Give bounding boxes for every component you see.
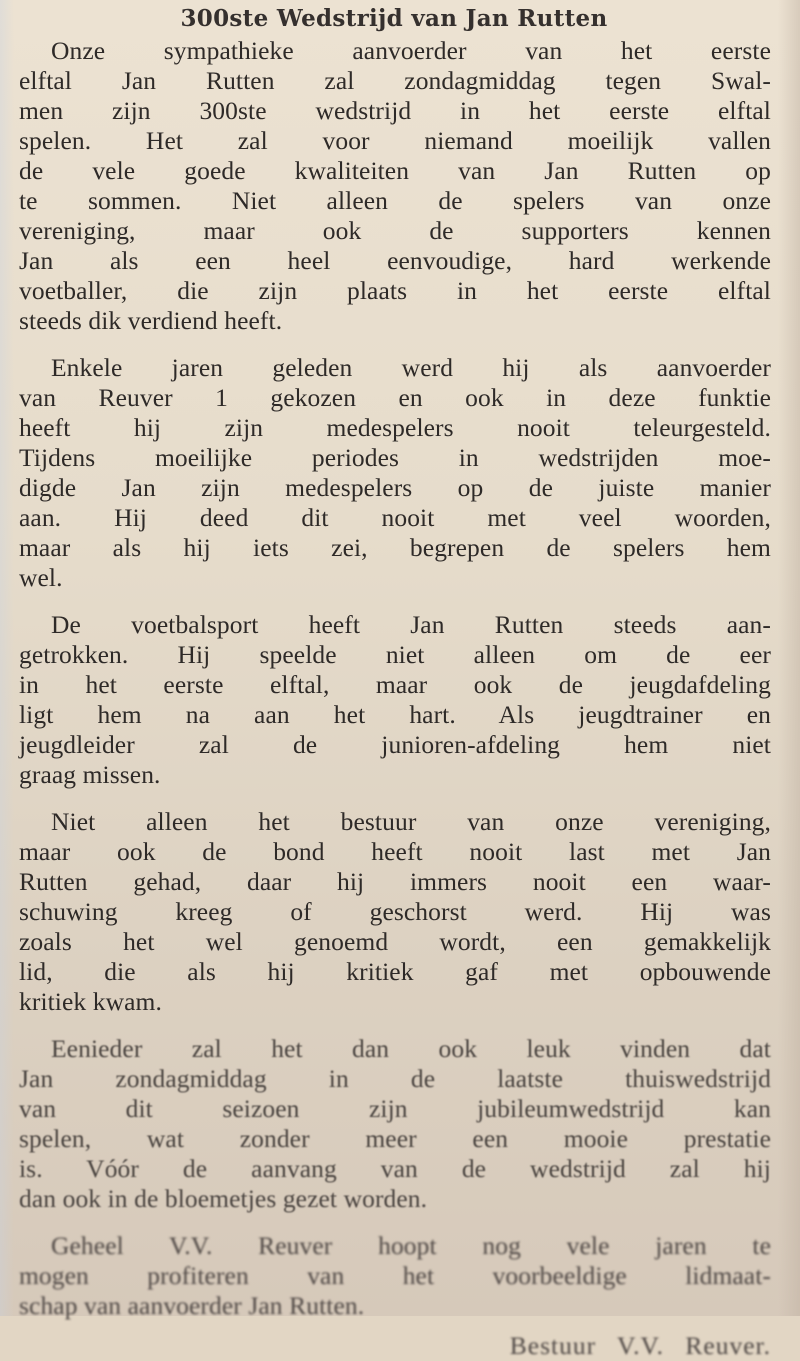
text-line: men zijn 300ste wedstrijd in het eerste elftal: [19, 96, 771, 125]
text-line: jeugdleider zal de junioren-afdeling hem niet: [19, 730, 771, 759]
text-line: spelen, wat zonder meer een mooie prestatie: [19, 1124, 771, 1153]
paragraph-2: [19, 353, 771, 593]
text-line: is. Vóór de aanvang van de wedstrijd zal hij: [19, 1154, 771, 1183]
text-line: spelen. Het zal voor niemand moeilijk vallen: [19, 126, 771, 155]
text-line: aan. Hij deed dit nooit met veel woorden,: [19, 503, 771, 532]
article-headline: 300ste Wedstrijd van Jan Rutten: [180, 5, 608, 32]
text-line: graag missen.: [19, 760, 161, 789]
text-line: Enkele jaren geleden werd hij als aanvoerder: [51, 353, 771, 382]
text-line: in het eerste elftal, maar ook de jeugdafdeling: [19, 670, 771, 699]
text-line: van Reuver 1 gekozen en ook in deze funktie: [19, 383, 771, 412]
text-line: van dit seizoen zijn jubileumwedstrijd kan: [19, 1094, 771, 1123]
text-line: dan ook in de bloemetjes gezet worden.: [19, 1184, 428, 1213]
text-line: maar ook de bond heeft nooit last met Jan: [19, 837, 771, 866]
article-body: [19, 36, 771, 1361]
signature: Bestuur V.V. Reuver.: [509, 1331, 771, 1360]
text-line: vereniging, maar ook de supporters kennen: [19, 216, 771, 245]
paragraph-5: [19, 1034, 771, 1214]
text-line: Geheel V.V. Reuver hoopt nog vele jaren te: [51, 1231, 771, 1260]
text-line: ligt hem na aan het hart. Als jeugdtrainer en: [19, 700, 771, 729]
text-line: steeds dik verdiend heeft.: [19, 306, 283, 335]
text-line: wel.: [19, 563, 63, 592]
text-line: Jan zondagmiddag in de laatste thuiswedstrijd: [19, 1064, 771, 1093]
paragraph-4: [19, 807, 771, 1017]
text-line: elftal Jan Rutten zal zondagmiddag tegen Swal-: [19, 66, 771, 95]
text-line: Rutten gehad, daar hij immers nooit een waar-: [19, 867, 771, 896]
text-line: getrokken. Hij speelde niet alleen om de eer: [19, 640, 771, 669]
text-line: te sommen. Niet alleen de spelers van onze: [19, 186, 771, 215]
text-line: Tijdens moeilijke periodes in wedstrijden moe-: [19, 443, 771, 472]
text-line: mogen profiteren van het voorbeeldige lidmaat-: [19, 1261, 771, 1290]
text-line: lid, die als hij kritiek gaf met opbouwende: [19, 957, 771, 986]
text-line: digde Jan zijn medespelers op de juiste manier: [19, 473, 771, 502]
text-line: schuwing kreeg of geschorst werd. Hij was: [19, 897, 771, 926]
text-line: Jan als een heel eenvoudige, hard werkende: [19, 246, 771, 275]
text-line: Niet alleen het bestuur van onze vereniging,: [51, 807, 771, 836]
text-line: De voetbalsport heeft Jan Rutten steeds aan-: [51, 610, 771, 639]
text-line: heeft hij zijn medespelers nooit teleurgesteld.: [19, 413, 771, 442]
text-line: kritiek kwam.: [19, 987, 162, 1016]
text-line: Onze sympathieke aanvoerder van het eerste: [51, 36, 771, 65]
paragraph-6: [19, 1231, 771, 1361]
text-line: zoals het wel genoemd wordt, een gemakkelijk: [19, 927, 771, 956]
paragraph-1: [19, 36, 771, 336]
paragraph-3: [19, 610, 771, 790]
text-line: maar als hij iets zei, begrepen de spelers hem: [19, 533, 771, 562]
text-line: voetballer, die zijn plaats in het eerste elftal: [19, 276, 771, 305]
text-line: Eenieder zal het dan ook leuk vinden dat: [51, 1034, 771, 1063]
text-line: de vele goede kwaliteiten van Jan Rutten op: [19, 156, 771, 185]
text-line: schap van aanvoerder Jan Rutten.: [19, 1291, 365, 1320]
